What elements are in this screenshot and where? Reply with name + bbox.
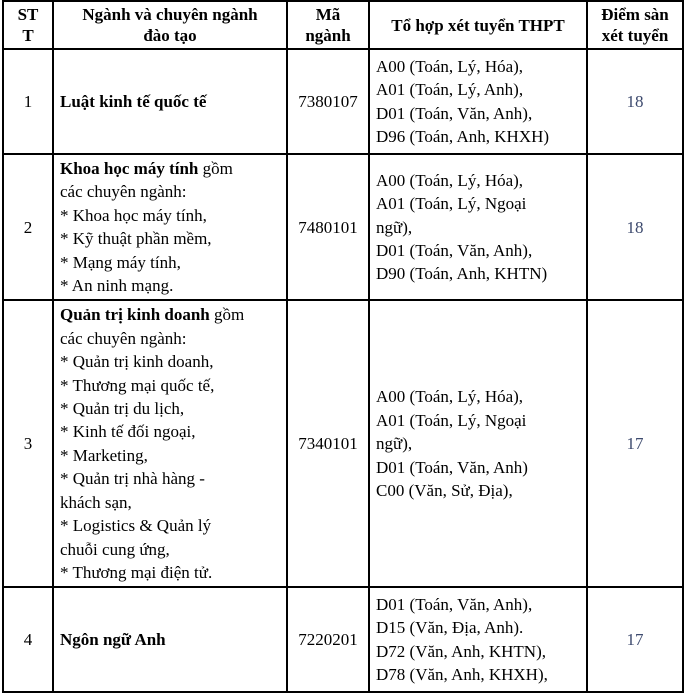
row-major <box>53 300 287 587</box>
major-line: các chuyên ngành: <box>60 182 187 202</box>
combo-line: D01 (Toán, Văn, Anh), <box>376 103 533 123</box>
row-combos <box>369 154 587 300</box>
row-code: 7380107 <box>287 49 369 154</box>
major-line: * Khoa học máy tính, <box>60 205 207 225</box>
row-score: 18 <box>587 49 683 154</box>
combo-line: C00 (Văn, Sử, Địa), <box>376 480 513 500</box>
combo-line: A00 (Toán, Lý, Hóa), <box>376 170 524 190</box>
combo-line: D72 (Văn, Anh, KHTN), <box>376 641 546 661</box>
major-line: * Quản trị nhà hàng - <box>60 469 205 489</box>
row-score: 18 <box>587 154 683 300</box>
header-code <box>287 1 369 49</box>
major-line: * Logistics & Quản lý <box>60 516 212 536</box>
major-line: * Kỹ thuật phần mềm, <box>60 229 212 249</box>
header-score <box>587 1 683 49</box>
combo-line: ngữ), <box>376 434 413 454</box>
combo-line: A01 (Toán, Lý, Ngoại <box>376 194 527 214</box>
header-code-line1: Mã <box>315 5 341 24</box>
combo-line: A01 (Toán, Lý, Ngoại <box>376 410 527 430</box>
major-name: Quản trị kinh doanh <box>60 305 210 325</box>
row-stt: 3 <box>3 300 53 587</box>
combo-line: A00 (Toán, Lý, Hóa), <box>376 387 524 407</box>
row-major <box>53 587 287 692</box>
combo-line: D01 (Toán, Văn, Anh), <box>376 595 533 614</box>
major-line: * Thương mại quốc tế, <box>60 375 215 395</box>
row-score: 17 <box>587 587 683 692</box>
combo-line: D01 (Toán, Văn, Anh), <box>376 240 533 260</box>
header-major <box>53 1 287 49</box>
table-row <box>3 300 683 587</box>
major-line: chuỗi cung ứng, <box>60 539 170 559</box>
major-title-line <box>60 303 280 326</box>
major-line: * Kinh tế đối ngoại, <box>60 422 196 442</box>
combo-line: D96 (Toán, Anh, KHXH) <box>376 126 550 146</box>
row-major <box>53 154 287 300</box>
row-major <box>53 49 287 154</box>
major-name: Khoa học máy tính <box>60 159 199 178</box>
major-line: các chuyên ngành: <box>60 328 187 348</box>
row-code: 7480101 <box>287 154 369 300</box>
combo-line: A00 (Toán, Lý, Hóa), <box>376 56 524 76</box>
row-stt: 4 <box>3 587 53 692</box>
admission-table <box>2 0 684 693</box>
table-row <box>3 154 683 300</box>
header-combo: Tổ hợp xét tuyển THPT <box>369 1 587 49</box>
row-stt: 2 <box>3 154 53 300</box>
combo-line: ngữ), <box>376 217 413 237</box>
combo-line: D78 (Văn, Anh, KHXH), <box>376 665 548 685</box>
major-suffix: gồm <box>198 159 233 178</box>
combo-line: A01 (Toán, Lý, Anh), <box>376 80 524 100</box>
row-combos <box>369 300 587 587</box>
major-line: * Quản trị kinh doanh, <box>60 352 214 372</box>
header-code-line2: ngành <box>305 26 351 45</box>
major-name: Ngôn ngữ Anh <box>60 630 166 650</box>
header-stt-line2: T <box>22 26 34 45</box>
major-line: * Mạng máy tính, <box>60 252 181 272</box>
major-line: * Quản trị du lịch, <box>60 399 185 419</box>
header-row <box>3 1 683 49</box>
header-score-line1: Điểm sàn <box>601 5 669 24</box>
row-code: 7220201 <box>287 587 369 692</box>
header-score-line2: xét tuyển <box>601 26 669 45</box>
row-code: 7340101 <box>287 300 369 587</box>
table-row <box>3 587 683 692</box>
row-score: 17 <box>587 300 683 587</box>
row-stt: 1 <box>3 49 53 154</box>
row-combos <box>369 49 587 154</box>
major-line: * An ninh mạng. <box>60 276 174 296</box>
header-stt <box>3 1 53 49</box>
major-line: khách sạn, <box>60 492 132 512</box>
row-combos <box>369 587 587 692</box>
header-stt-line1: ST <box>17 5 39 24</box>
table-row <box>3 49 683 154</box>
major-suffix: gồm <box>209 305 245 325</box>
header-major-line2: đào tạo <box>143 26 197 45</box>
combo-line: D90 (Toán, Anh, KHTN) <box>376 264 548 284</box>
header-major-line1: Ngành và chuyên ngành <box>82 5 258 24</box>
major-line: * Marketing, <box>60 445 148 465</box>
major-name: Luật kinh tế quốc tế <box>60 91 207 111</box>
combo-line: D15 (Văn, Địa, Anh). <box>376 618 524 638</box>
major-line: * Thương mại điện tử. <box>60 562 213 582</box>
major-title-line <box>60 157 280 180</box>
combo-line: D01 (Toán, Văn, Anh) <box>376 457 528 477</box>
